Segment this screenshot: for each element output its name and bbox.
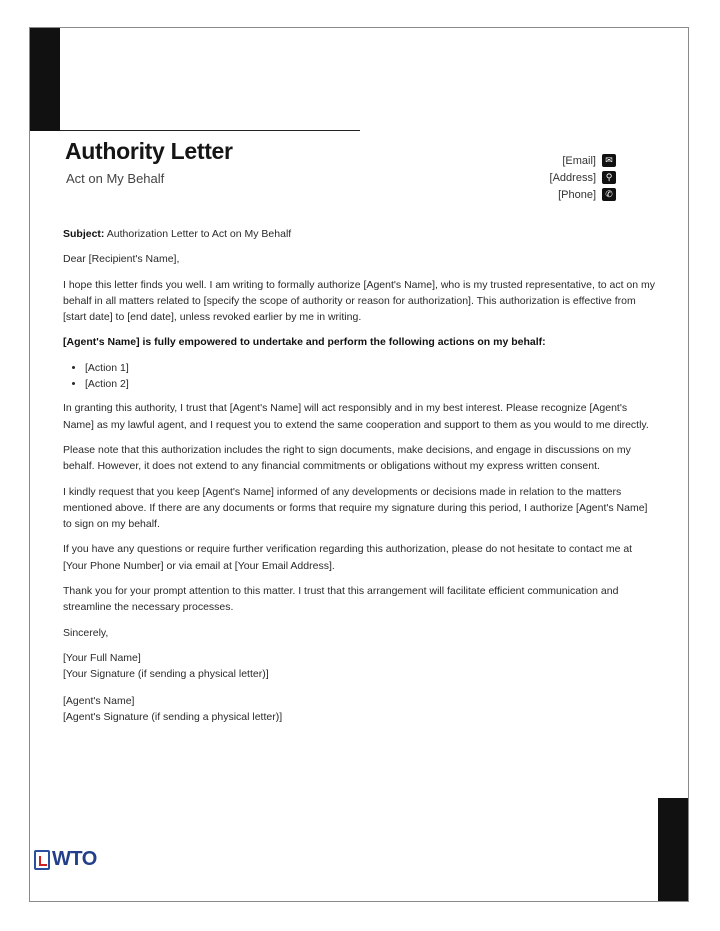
contact-address [550,169,616,186]
paragraph-thanks: Thank you for your prompt attention to this matter. I trust that this arrangement will facilitate efficient communication and streamline the necessary processes. [63,585,619,614]
agent-block [63,693,658,726]
empowerment-statement: [Agent's Name] is fully empowered to undertake and perform the following actions on my behalf: [63,336,546,349]
salutation: Dear [Recipient's Name], [63,253,180,266]
letter-page [29,27,689,902]
header-rule [60,130,360,131]
actions-list [63,360,658,393]
agent-signature: [Agent's Signature (if sending a physical letter)] [63,710,283,723]
letter-body [63,226,658,734]
subject-label: Subject: [63,228,105,240]
paragraph-trust: In granting this authority, I trust that [Agent's Name] will act responsibly and in my best interest. Please recognize [Agent's Name] as my lawful agent, and I request you to extend the same cooperation and support to them as you would to me directly. [63,402,649,431]
sender-signature: [Your Signature (if sending a physical letter)] [63,668,269,681]
logo-icon [34,850,50,870]
contact-block [550,152,616,203]
logo-text: WTO [52,848,97,870]
contact-email [550,152,616,169]
subject-text: Authorization Letter to Act on My Behalf [104,228,292,240]
list-item: • [Action 1] [85,360,658,376]
phone-icon: ✆ [602,188,616,201]
wto-logo [34,848,97,871]
subject-line [63,226,658,242]
agent-name: [Agent's Name] [63,694,135,707]
sender-name: [Your Full Name] [63,651,141,664]
paragraph-scope: Please note that this authorization includes the right to sign documents, make decisions, and engage in discussions on my behalf. However, it does not extend to any financial commitments or obligations without my express written consent. [63,443,631,473]
paragraph-intro: I hope this letter finds you well. I am writing to formally authorize [Agent's Name], who is my trusted representative, to act on my behalf in all matters related to [specify the scope of authority or reason for authorization]. This authorization is effective from [start date] to [end date], unless revoked earlier by me in writing. [63,278,656,324]
paragraph-contact: If you have any questions or require further verification regarding this authorization, please do not hesitate to contact me at [Your Phone Number] or via email at [Your Email Address]. [63,543,633,572]
contact-phone [550,186,616,203]
list-item: • [Action 2] [85,376,658,392]
top-accent-bar [30,28,60,131]
closing: Sincerely, [63,626,109,639]
page-subtitle: Act on My Behalf [66,171,165,186]
contact-email-label: [Email] [562,154,596,167]
paragraph-request: I kindly request that you keep [Agent's Name] informed of any developments or decisions made in relation to the matters mentioned above. If there are any documents or forms that require my signature during this period, I authorize [Agent's Name] to sign on my behalf. [63,485,648,531]
page-title: Authority Letter [65,138,233,164]
location-icon: ⚲ [602,171,616,184]
contact-address-label: [Address] [549,171,596,184]
bottom-accent-bar [658,798,688,901]
sender-block [63,650,658,683]
email-icon: ✉ [602,154,616,167]
contact-phone-label: [Phone] [558,188,596,201]
